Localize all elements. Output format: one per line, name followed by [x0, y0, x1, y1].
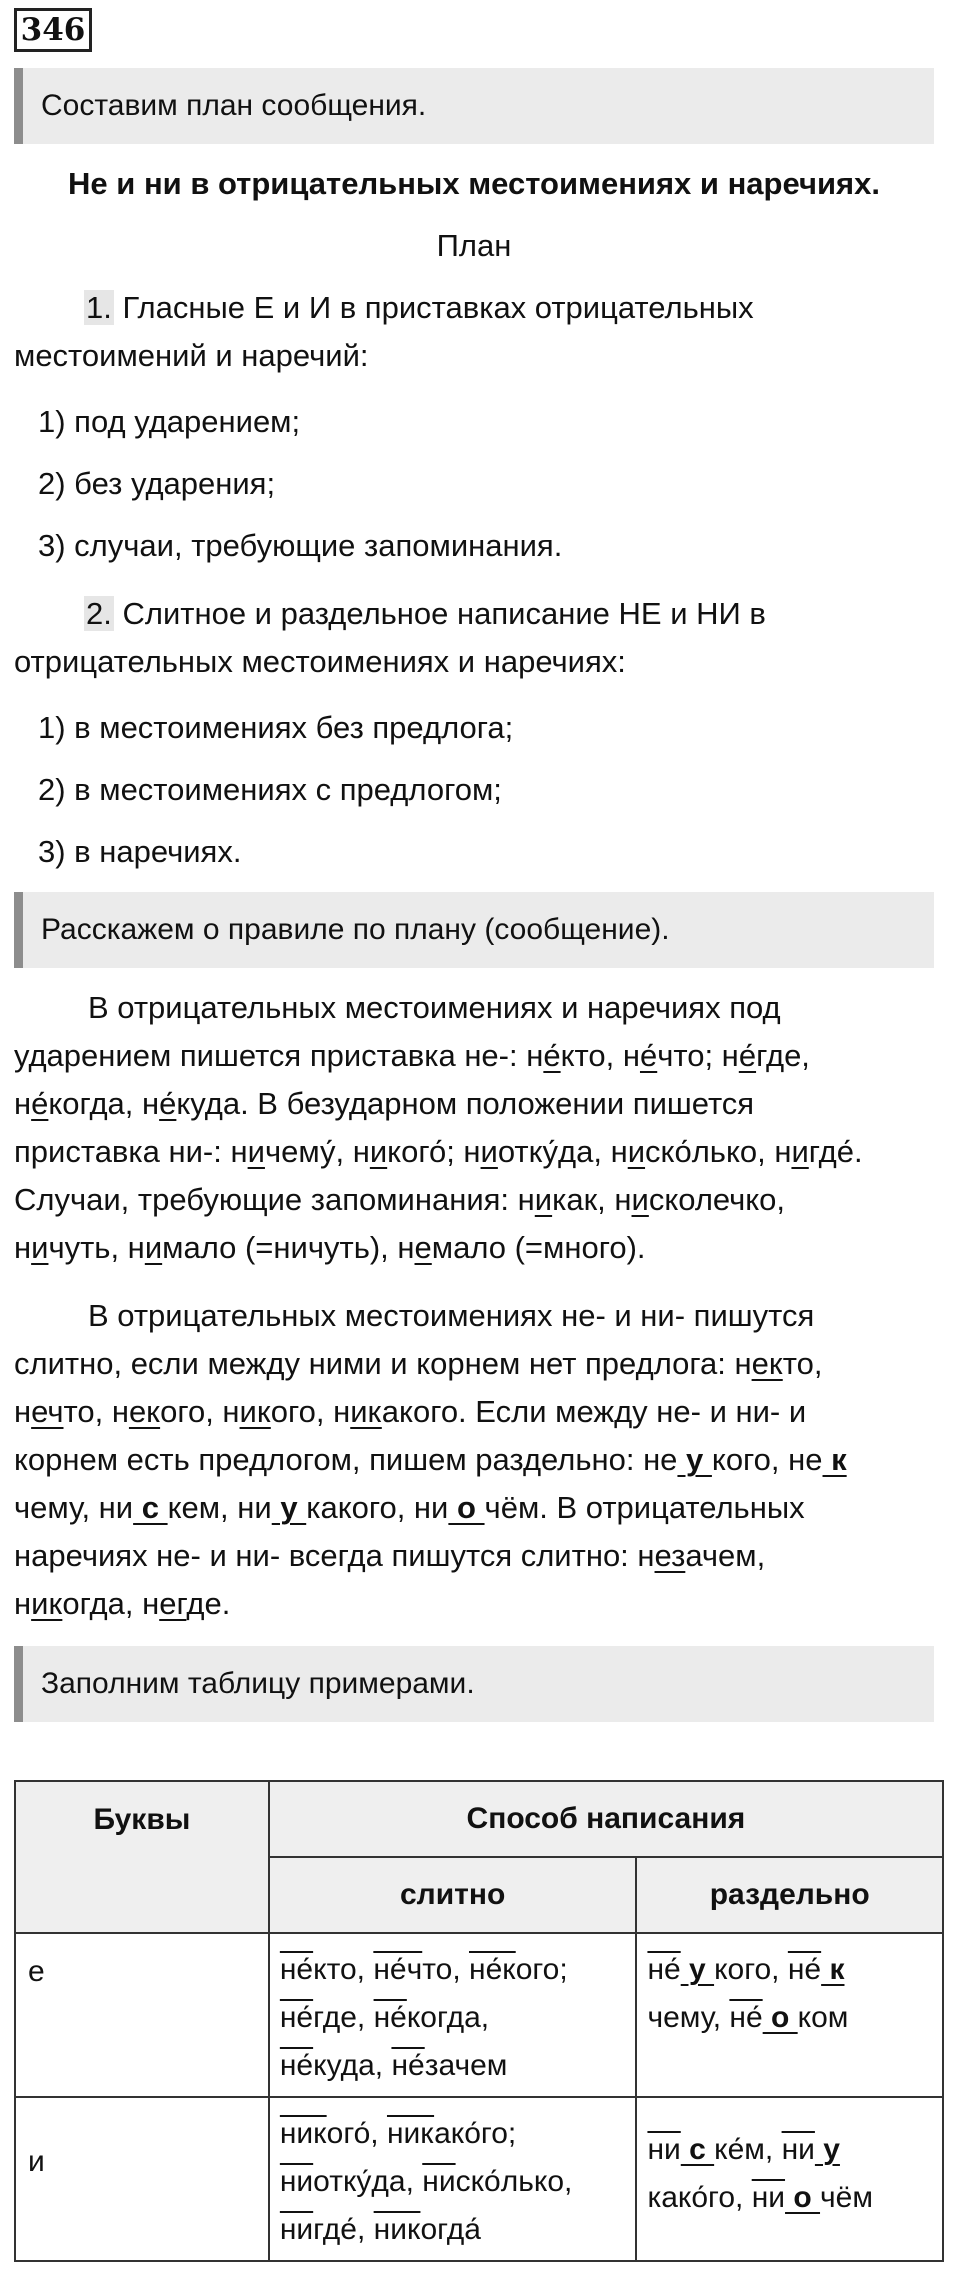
plan-subitem: 1) в местоимениях без предлога; — [38, 710, 514, 745]
paragraph-line: ничуть, нимало (=ничуть), немало (=много). — [14, 1230, 646, 1265]
plan-subitem: 2) в местоимениях с предлогом; — [38, 772, 502, 807]
cell-e-separate: не́ у кого, не́ к чему, не́ о ком — [636, 1933, 943, 2097]
paragraph-line: слитно, если между ними и корнем нет предлога: некто, — [14, 1346, 823, 1381]
plan-label: План — [436, 228, 512, 263]
plan-banner: Составим план сообщения. — [14, 68, 934, 144]
header-together: слитно — [269, 1857, 637, 1933]
plan-item-2-cont: отрицательных местоимениях и наречиях: — [14, 644, 626, 679]
plan-subitem: 3) случаи, требующие запоминания. — [38, 528, 563, 563]
row-letter-i: и — [15, 2097, 269, 2261]
cell-i-together: никого́, никако́го; ниотку́да, ниско́лько, нигде́, никогда́ — [269, 2097, 637, 2261]
plan-subitem: 1) под ударением; — [38, 404, 301, 439]
paragraph-line: наречиях не- и ни- всегда пишутся слитно: незачем, — [14, 1538, 766, 1573]
exercise-number: 346 — [14, 8, 92, 52]
plan-item-2 — [14, 590, 934, 638]
paragraph-line: чему, ни с кем, ни у какого, ни о чём. В отрицательных — [14, 1490, 805, 1525]
paragraph-line: не́когда, не́куда. В безударном положении пишется — [14, 1086, 755, 1121]
paragraph-line: корнем есть предлогом, пишем раздельно: не у кого, не к — [14, 1442, 847, 1477]
cell-i-separate: ни с ке́м, ни у како́го, ни о чём — [636, 2097, 943, 2261]
plan-item-1 — [14, 284, 934, 332]
row-letter-e: е — [15, 1933, 269, 2097]
header-letters: Буквы — [15, 1781, 269, 1933]
paragraph-line: В отрицательных местоимениях и наречиях под — [88, 990, 781, 1025]
plan-item-2-text: Слитное и раздельное написание НЕ и НИ в — [113, 596, 766, 631]
examples-table — [14, 1780, 944, 2262]
plan-item-1-text: Гласные Е и И в приставках отрицательных — [113, 290, 754, 325]
header-separate: раздельно — [636, 1857, 943, 1933]
page-title: Не и ни в отрицательных местоимениях и наречиях. — [68, 166, 880, 201]
header-method: Способ написания — [269, 1781, 943, 1857]
paragraph-line: приставка ни-: ничему́, никого́; ниотку́да, ниско́лько, нигде́. — [14, 1134, 863, 1169]
plan-number-1: 1. — [86, 290, 112, 325]
cell-e-together: не́кто, не́что, не́кого; не́где, не́когда, не́куда, не́зачем — [269, 1933, 637, 2097]
paragraph-line: нечто, некого, никого, никакого. Если между не- и ни- и — [14, 1394, 807, 1429]
paragraph-line: Случаи, требующие запоминания: никак, нисколечко, — [14, 1182, 786, 1217]
fill-banner: Заполним таблицу примерами. — [14, 1646, 934, 1722]
plan-subitem: 2) без ударения; — [38, 466, 276, 501]
paragraph-line: никогда, негде. — [14, 1586, 231, 1621]
plan-subitem: 3) в наречиях. — [38, 834, 242, 869]
tell-banner: Расскажем о правиле по плану (сообщение). — [14, 892, 934, 968]
plan-number-2: 2. — [86, 596, 112, 631]
paragraph-line: В отрицательных местоимениях не- и ни- пишутся — [88, 1298, 815, 1333]
paragraph-line: ударением пишется приставка не-: не́кто, не́что; не́где, — [14, 1038, 810, 1073]
plan-item-1-cont: местоимений и наречий: — [14, 338, 369, 373]
